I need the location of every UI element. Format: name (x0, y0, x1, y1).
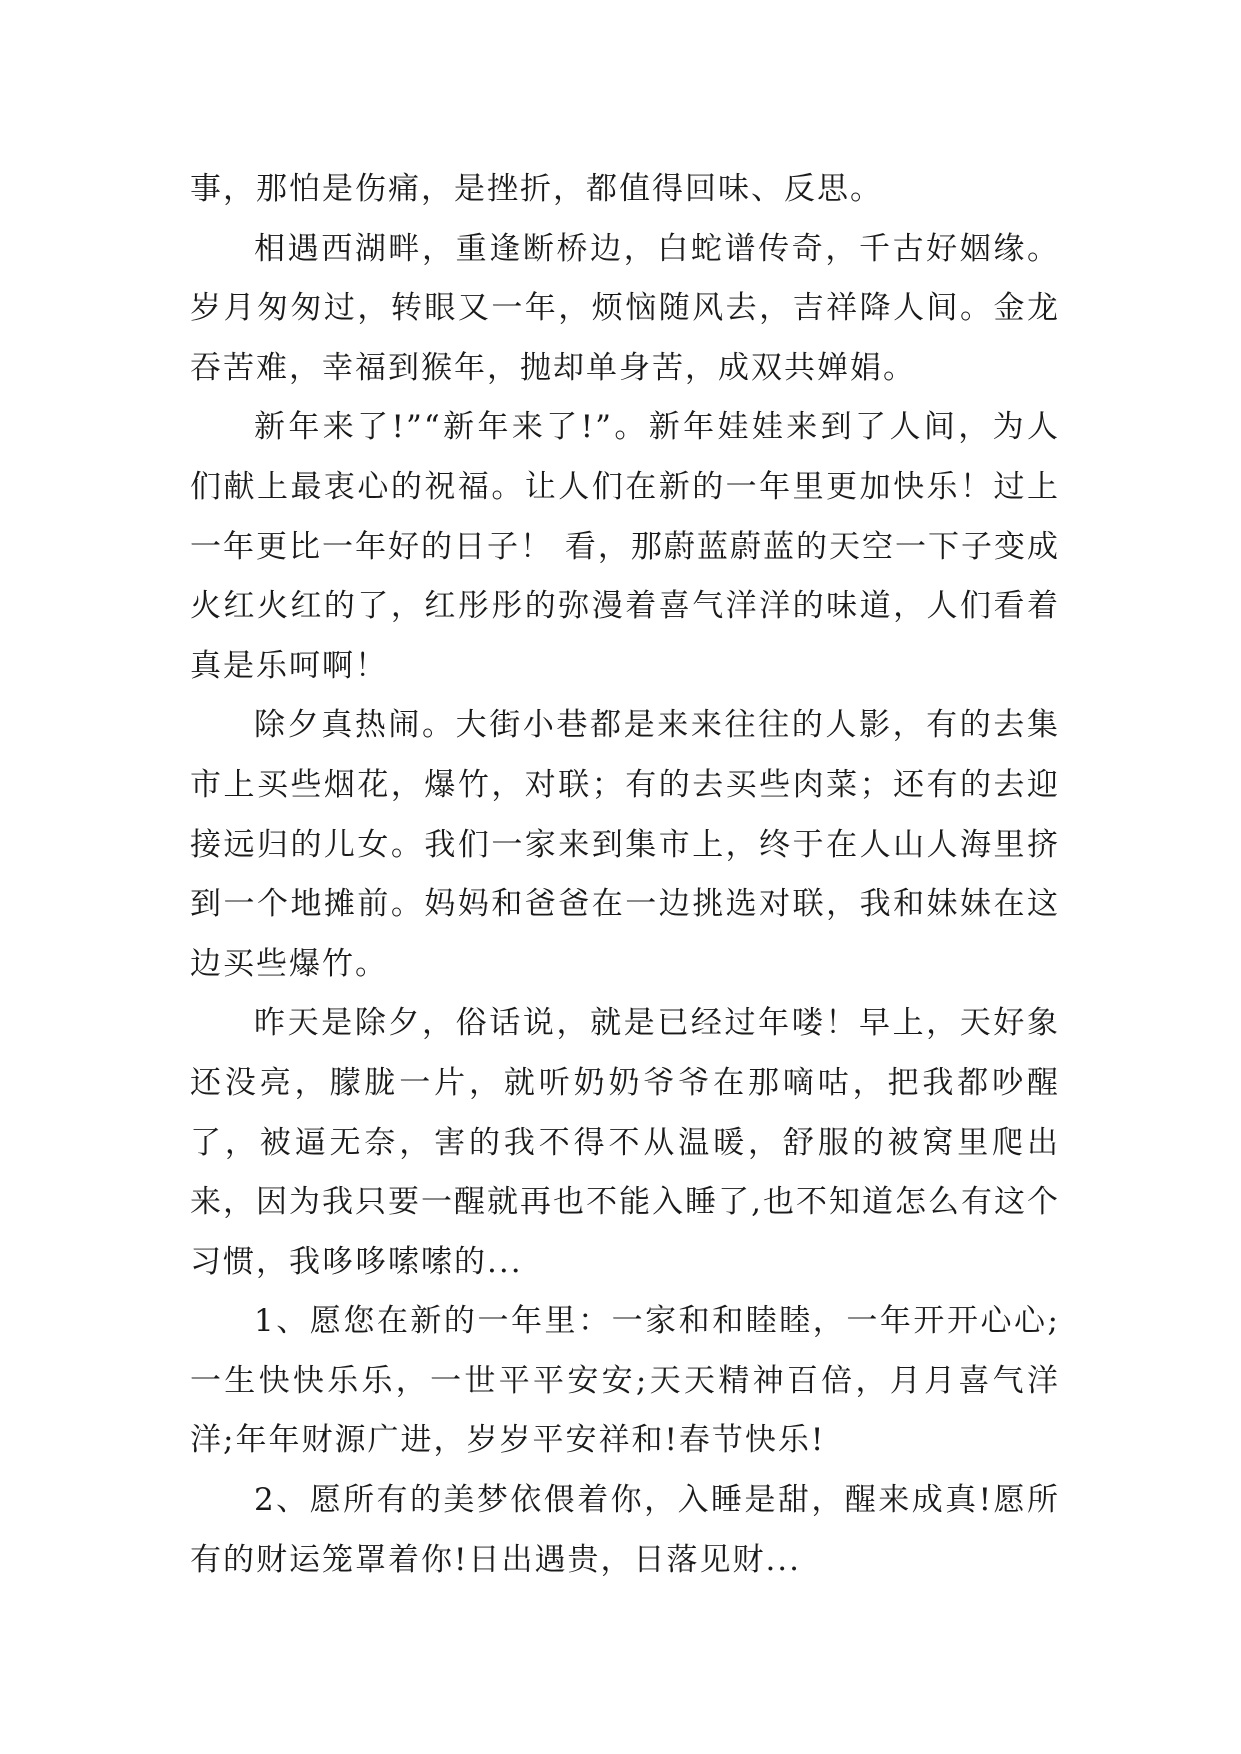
paragraph-new-years-eve-market: 除夕真热闹。大街小巷都是来来往往的人影，有的去集市上买些烟花，爆竹，对联；有的去买些肉菜；还有的去迎接远归的儿女。我们一家来到集市上，终于在人山人海里挤到一个地摊前。妈妈和爸爸在一边挑选对联，我和妹妹在这边买些爆竹。 (190, 707, 1060, 982)
paragraph-yesterday-eve: 昨天是除夕，俗话说，就是已经过年喽！早上，天好象还没亮，朦胧一片，就听奶奶爷爷在那嘀咕，把我都吵醒了，被逼无奈，害的我不得不从温暖，舒服的被窝里爬出来，因为我只要一醒就再也不能入睡了,也不知道怎么有这个习惯，我哆哆嗦嗦的... (190, 1005, 1060, 1280)
paragraph-new-year-arrives: 新年来了!”“新年来了!”。新年娃娃来到了人间，为人们献上最衷心的祝福。让人们在新的一年里更加快乐！过上一年更比一年好的日子！ 看，那蔚蓝蔚蓝的天空一下子变成火红火红的了，红彤彤的弥漫着喜气洋洋的味道，人们看着真是乐呵啊！ (190, 409, 1060, 684)
paragraph-wish-1: 1、愿您在新的一年里：一家和和睦睦，一年开开心心;一生快快乐乐，一世平平安安;天天精神百倍，月月喜气洋洋;年年财源广进，岁岁平安祥和!春节快乐! (190, 1303, 1060, 1459)
paragraph-west-lake: 相遇西湖畔，重逢断桥边，白蛇谱传奇，千古好姻缘。岁月匆匆过，转眼又一年，烦恼随风去，吉祥降人间。金龙吞苦难，幸福到猴年，抛却单身苦，成双共婵娟。 (190, 230, 1060, 386)
paragraph-continued: 事，那怕是伤痛，是挫折，都值得回味、反思。 (190, 171, 883, 207)
document-body (190, 160, 1060, 1590)
paragraph-wish-2: 2、愿所有的美梦依偎着你，入睡是甜，醒来成真!愿所有的财运笼罩着你!日出遇贵，日落见财... (190, 1482, 1060, 1578)
